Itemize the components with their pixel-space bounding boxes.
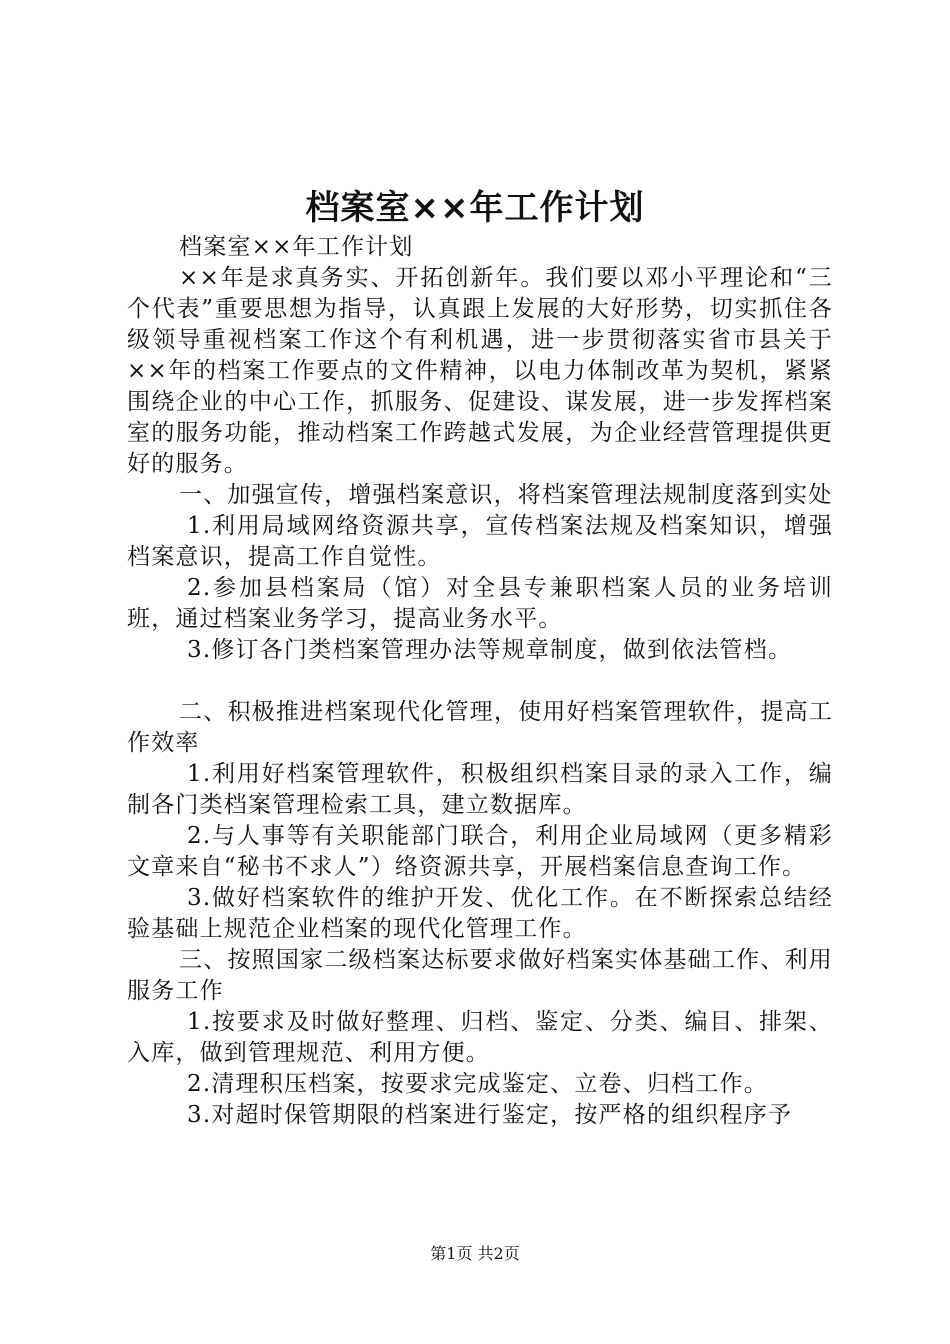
section-1-item-3: 3.修订各门类档案管理办法等规章制度，做到依法管档。 (187, 637, 793, 663)
paragraph-intro: ××年是求真务实、开拓创新年。我们要以邓小平理论和“三个代表”重要思想为指导，认真跟上发展的大好形势，切实抓住各级领导重视档案工作这个有利机遇，进一步贯彻落实省市县关于××年的档案工作要点的文件精神，以电力体制改革为契机，紧紧围绕企业的中心工作，抓服务、促建设、谋发展，进一步发挥档案室的服务功能，推动档案工作跨越式发展，为企业经营管理提供更好的服务。 (127, 265, 833, 477)
paragraph-heading-repeat: 档案室××年工作计划 (179, 234, 414, 260)
page-footer: 第1页 共2页 (430, 1244, 520, 1263)
section-2-item-2: 2.与人事等有关职能部门联合，利用企业局域网（更多精彩文章来自“秘书不求人”）络资源共享，开展档案信息查询工作。 (127, 823, 833, 880)
section-heading-1: 一、加强宣传，增强档案意识，将档案管理法规制度落到实处 (179, 482, 833, 508)
section-3-item-2: 2.清理积压档案，按要求完成鉴定、立卷、归档工作。 (187, 1071, 768, 1097)
document-title: 档案室××年工作计划 (305, 188, 645, 228)
section-2-item-1: 1.利用好档案管理软件，积极组织档案目录的录入工作，编制各门类档案管理检索工具，建立数据库。 (127, 761, 833, 818)
section-heading-3: 三、按照国家二级档案达标要求做好档案实体基础工作、利用服务工作 (127, 947, 833, 1004)
document-body (127, 232, 833, 1131)
section-3-item-3: 3.对超时保管期限的档案进行鉴定，按严格的组织程序予 (187, 1102, 793, 1128)
section-3-item-1: 1.按要求及时做好整理、归档、鉴定、分类、编目、排架、入库，做到管理规范、利用方便。 (127, 1009, 833, 1066)
section-1-item-2: 2.参加县档案局（馆）对全县专兼职档案人员的业务培训班，通过档案业务学习，提高业务水平。 (127, 575, 833, 632)
section-heading-2: 二、积极推进档案现代化管理，使用好档案管理软件，提高工作效率 (127, 699, 833, 756)
section-1-item-1: 1.利用局域网络资源共享，宣传档案法规及档案知识，增强档案意识，提高工作自觉性。 (127, 513, 833, 570)
section-2-item-3: 3.做好档案软件的维护开发、优化工作。在不断探索总结经验基础上规范企业档案的现代化管理工作。 (127, 885, 833, 942)
